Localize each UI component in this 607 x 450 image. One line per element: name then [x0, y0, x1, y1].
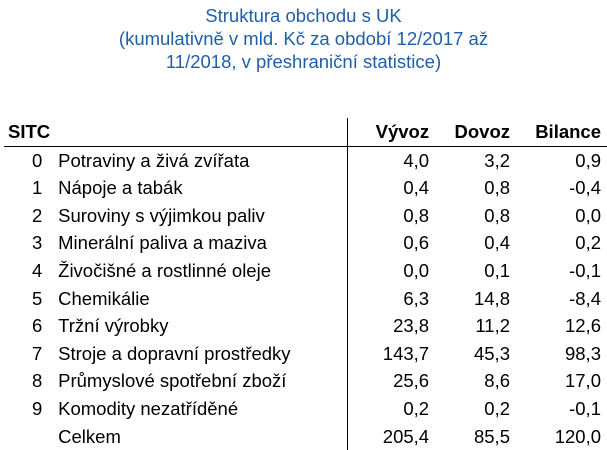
title-line-3: 11/2018, v přeshraniční statistice) — [165, 51, 442, 72]
table-row — [4, 229, 607, 257]
row-vyvoz: 4,0 — [403, 149, 430, 171]
table-total-row — [4, 423, 607, 450]
row-code: 1 — [32, 177, 43, 199]
row-dovoz: 11,2 — [475, 315, 510, 337]
row-code: 6 — [32, 315, 43, 337]
row-vyvoz: 6,3 — [403, 287, 430, 309]
row-name: Celkem — [50, 423, 348, 450]
row-code: 8 — [32, 370, 43, 392]
row-dovoz: 85,5 — [473, 425, 510, 447]
row-vyvoz: 23,8 — [393, 315, 430, 337]
table-row — [4, 257, 607, 285]
row-dovoz: 8,6 — [484, 370, 510, 392]
row-dovoz: 14,8 — [473, 287, 510, 309]
row-name: Tržní výrobky — [50, 312, 348, 340]
table-row — [4, 340, 607, 368]
row-code: 9 — [32, 397, 43, 419]
row-vyvoz: 0,4 — [403, 177, 430, 199]
row-vyvoz: 25,6 — [393, 370, 430, 392]
row-vyvoz: 143,7 — [382, 342, 430, 364]
table-row — [4, 174, 607, 202]
row-dovoz: 45,3 — [473, 342, 510, 364]
row-bilance: -0,4 — [569, 177, 601, 199]
row-bilance: 0,2 — [575, 232, 601, 254]
row-code: 3 — [32, 232, 43, 254]
row-code: 4 — [32, 259, 43, 281]
row-code: 2 — [32, 204, 43, 226]
row-bilance: -0,1 — [569, 259, 601, 281]
row-vyvoz: 0,0 — [403, 259, 430, 281]
row-name: Komodity nezatříděné — [50, 395, 348, 423]
header-dovoz: Dovoz — [435, 118, 516, 146]
title-line-2: (kumulativně v mld. Kč za období 12/2017 až — [118, 28, 489, 49]
row-dovoz: 0,1 — [484, 259, 510, 281]
row-dovoz: 3,2 — [484, 149, 510, 171]
row-name: Stroje a dopravní prostředky — [50, 340, 348, 368]
table-row — [4, 395, 607, 423]
header-bilance: Bilance — [516, 118, 607, 146]
row-bilance: 0,0 — [575, 204, 601, 226]
row-bilance: 120,0 — [554, 425, 601, 447]
row-name: Suroviny s výjimkou paliv — [50, 202, 348, 230]
header-name — [50, 118, 348, 146]
row-vyvoz: 0,2 — [403, 397, 430, 419]
row-dovoz: 0,8 — [484, 177, 510, 199]
row-dovoz: 0,8 — [484, 204, 510, 226]
header-vyvoz: Vývoz — [348, 118, 435, 146]
row-bilance: 12,6 — [564, 315, 601, 337]
table-row — [4, 312, 607, 340]
table-row — [4, 367, 607, 395]
title-line-1: Struktura obchodu s UK — [205, 5, 402, 26]
row-name: Chemikálie — [50, 285, 348, 313]
table-body — [4, 146, 607, 450]
row-bilance: 98,3 — [564, 342, 601, 364]
row-code — [4, 423, 50, 450]
header-sitc: SITC — [4, 118, 50, 146]
trade-table — [4, 118, 607, 450]
row-name: Potraviny a živá zvířata — [50, 146, 348, 174]
table-row — [4, 146, 607, 174]
row-code: 5 — [32, 287, 43, 309]
table-header-row — [4, 118, 607, 146]
table-row — [4, 285, 607, 313]
row-name: Minerální paliva a maziva — [50, 229, 348, 257]
row-name: Průmyslové spotřební zboží — [50, 367, 348, 395]
row-dovoz: 0,2 — [484, 397, 510, 419]
row-bilance: -8,4 — [569, 287, 601, 309]
row-bilance: -0,1 — [569, 397, 601, 419]
row-bilance: 0,9 — [575, 149, 601, 171]
row-bilance: 17,0 — [564, 370, 601, 392]
row-vyvoz: 0,6 — [403, 232, 430, 254]
row-vyvoz: 0,8 — [403, 204, 430, 226]
row-code: 0 — [32, 149, 43, 171]
row-code: 7 — [32, 342, 43, 364]
row-dovoz: 0,4 — [484, 232, 510, 254]
table-row — [4, 202, 607, 230]
row-vyvoz: 205,4 — [382, 425, 430, 447]
chart-title — [0, 4, 607, 73]
row-name: Živočišné a rostlinné oleje — [50, 257, 348, 285]
row-name: Nápoje a tabák — [50, 174, 348, 202]
